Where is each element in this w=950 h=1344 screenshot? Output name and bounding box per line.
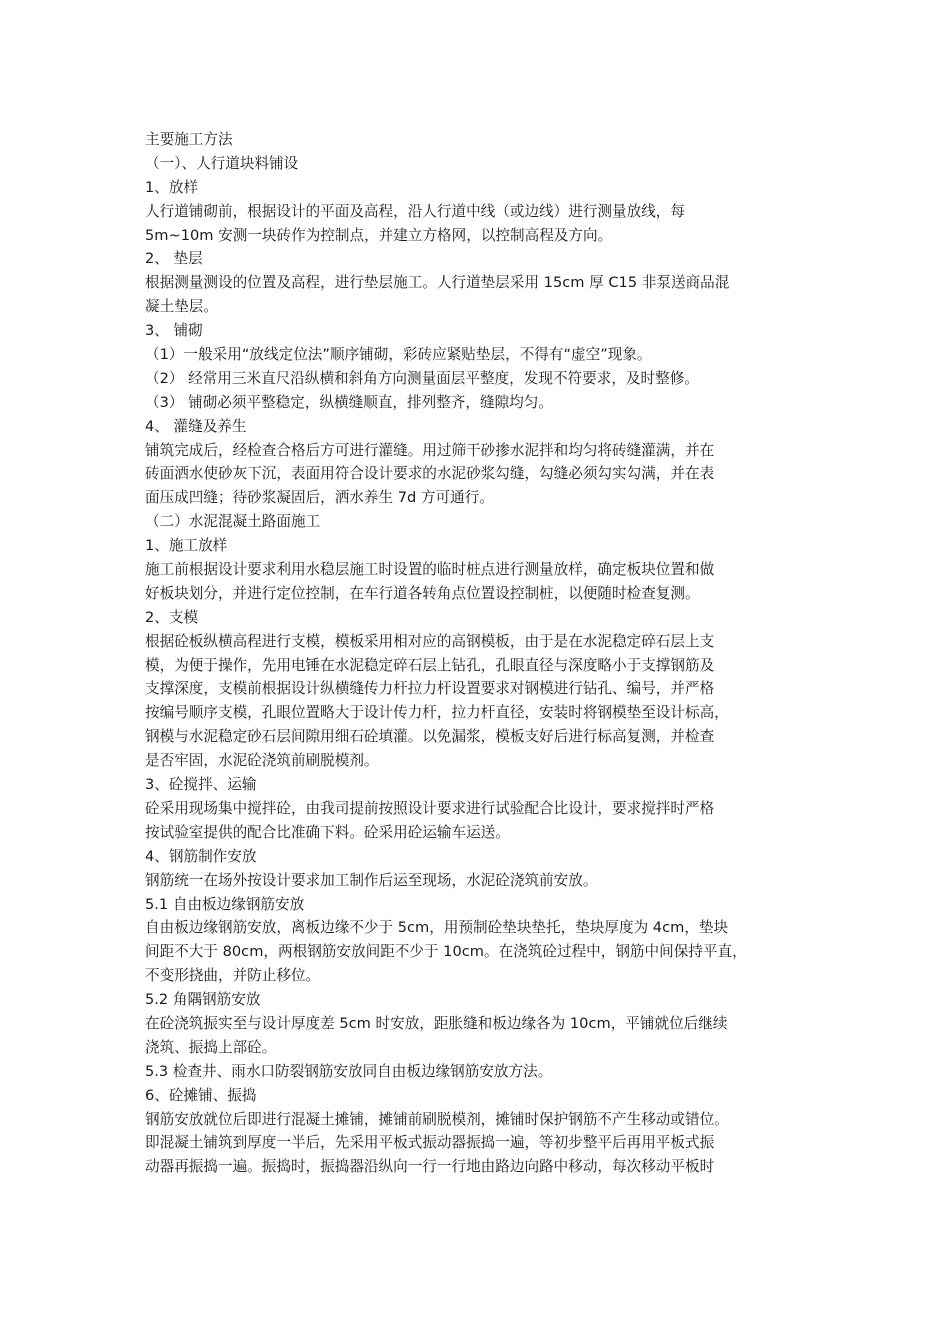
paragraph-line: 铺筑完成后，经检查合格后方可进行灌缝。用过筛干砂掺水泥拌和均匀将砖缝灌满，并在 <box>145 441 715 459</box>
doc-title: 主要施工方法 <box>145 131 233 148</box>
paragraph-line: 支撑深度，支模前根据设计纵横缝传力杆拉力杆设置要求对钢模进行钻孔、编号，并严格 <box>145 680 715 698</box>
subheading: 1、放样 <box>145 178 199 196</box>
list-item: （1）一般采用“放线定位法”顺序铺砌，彩砖应紧贴垫层，不得有“虚空”现象。 <box>145 346 652 364</box>
subheading: 5.2 角隅钢筋安放 <box>145 991 261 1009</box>
paragraph-line: 按编号顺序支模，孔眼位置略大于设计传力杆，拉力杆直径，安装时将钢模垫至设计标高， <box>145 704 729 722</box>
paragraph-line: 浇筑、振捣上部砼。 <box>145 1038 277 1056</box>
subheading: 4、钢筋制作安放 <box>145 847 257 865</box>
list-item: （3） 铺砌必须平整稳定，纵横缝顺直，排列整齐，缝隙均匀。 <box>145 393 553 411</box>
subheading: 3、 铺砌 <box>145 322 203 340</box>
paragraph-line: 动器再振捣一遍。振捣时，振捣器沿纵向一行一行地由路边向路中移动，每次移动平板时 <box>145 1158 715 1176</box>
paragraph-line: 5m~10m 安测一块砖作为控制点，并建立方格网，以控制高程及方向。 <box>145 226 613 244</box>
paragraph-line: 钢筋统一在场外按设计要求加工制作后运至现场，水泥砼浇筑前安放。 <box>145 871 598 889</box>
document-body <box>145 128 817 1179</box>
subheading: 1、施工放样 <box>145 537 228 555</box>
paragraph-line: 人行道铺砌前，根据设计的平面及高程，沿人行道中线（或边线）进行测量放线，每 <box>145 202 685 220</box>
subheading: 5.3 检查井、雨水口防裂钢筋安放同自由板边缘钢筋安放方法。 <box>145 1062 553 1080</box>
section-heading: （一）、人行道块料铺设 <box>145 154 299 172</box>
paragraph-line: 根据测量测设的位置及高程，进行垫层施工。人行道垫层采用 15cm 厚 C15 非泵送商品混 <box>145 274 730 292</box>
paragraph-line: 砼采用现场集中搅拌砼，由我司提前按照设计要求进行试验配合比设计，要求搅拌时严格 <box>145 799 715 817</box>
paragraph-line: 模，为便于操作，先用电锤在水泥稳定碎石层上钻孔，孔眼直径与深度略小于支撑钢筋及 <box>145 656 715 674</box>
paragraph-line: 凝土垫层。 <box>145 298 218 316</box>
paragraph-line: 钢筋安放就位后即进行混凝土摊铺，摊铺前刷脱模剂，摊铺时保护钢筋不产生移动或错位。 <box>145 1110 729 1128</box>
subheading: 2、 垫层 <box>145 250 203 268</box>
section-heading: （二）水泥混凝土路面施工 <box>145 513 321 531</box>
paragraph-line: 面压成凹缝；待砂浆凝固后，洒水养生 7d 方可通行。 <box>145 489 494 507</box>
paragraph-line: 间距不大于 80cm，两根钢筋安放间距不少于 10cm。在浇筑砼过程中，钢筋中间保持平直， <box>145 943 747 961</box>
paragraph-line: 按试验室提供的配合比准确下料。砼采用砼运输车运送。 <box>145 823 510 841</box>
paragraph-line: 在砼浇筑振实至与设计厚度差 5cm 时安放，距胀缝和板边缘各为 10cm，平铺就位后继续 <box>145 1014 728 1032</box>
subheading: 4、 灌缝及养生 <box>145 417 247 435</box>
list-item: （2） 经常用三米直尺沿纵横和斜角方向测量面层平整度，发现不符要求，及时整修。 <box>145 369 699 387</box>
paragraph-line: 砖面洒水使砂灰下沉，表面用符合设计要求的水泥砂浆勾缝，勾缝必须勾实勾满，并在表 <box>145 465 715 483</box>
paragraph-line: 是否牢固，水泥砼浇筑前刷脱模剂。 <box>145 752 379 770</box>
subheading: 3、砼搅拌、运输 <box>145 776 257 794</box>
paragraph-line: 即混凝土铺筑到厚度一半后，先采用平板式振动器振捣一遍，等初步整平后再用平板式振 <box>145 1134 715 1152</box>
paragraph-line: 根据砼板纵横高程进行支模，模板采用相对应的高钢模板，由于是在水泥稳定碎石层上支 <box>145 632 715 650</box>
paragraph-line: 钢模与水泥稳定砂石层间隙用细石砼填灌。以免漏浆，模板支好后进行标高复测，并检查 <box>145 728 715 746</box>
paragraph-line: 自由板边缘钢筋安放，离板边缘不少于 5cm，用预制砼垫块垫托，垫块厚度为 4cm，垫块 <box>145 919 729 937</box>
subheading: 2、支模 <box>145 608 199 626</box>
subheading: 6、砼摊铺、振捣 <box>145 1086 257 1104</box>
paragraph-line: 施工前根据设计要求利用水稳层施工时设置的临时桩点进行测量放样，确定板块位置和做 <box>145 561 715 579</box>
paragraph-line: 好板块划分，并进行定位控制，在车行道各转角点位置设控制桩，以便随时检查复测。 <box>145 584 700 602</box>
subheading: 5.1 自由板边缘钢筋安放 <box>145 895 305 913</box>
paragraph-line: 不变形挠曲，并防止移位。 <box>145 967 321 985</box>
